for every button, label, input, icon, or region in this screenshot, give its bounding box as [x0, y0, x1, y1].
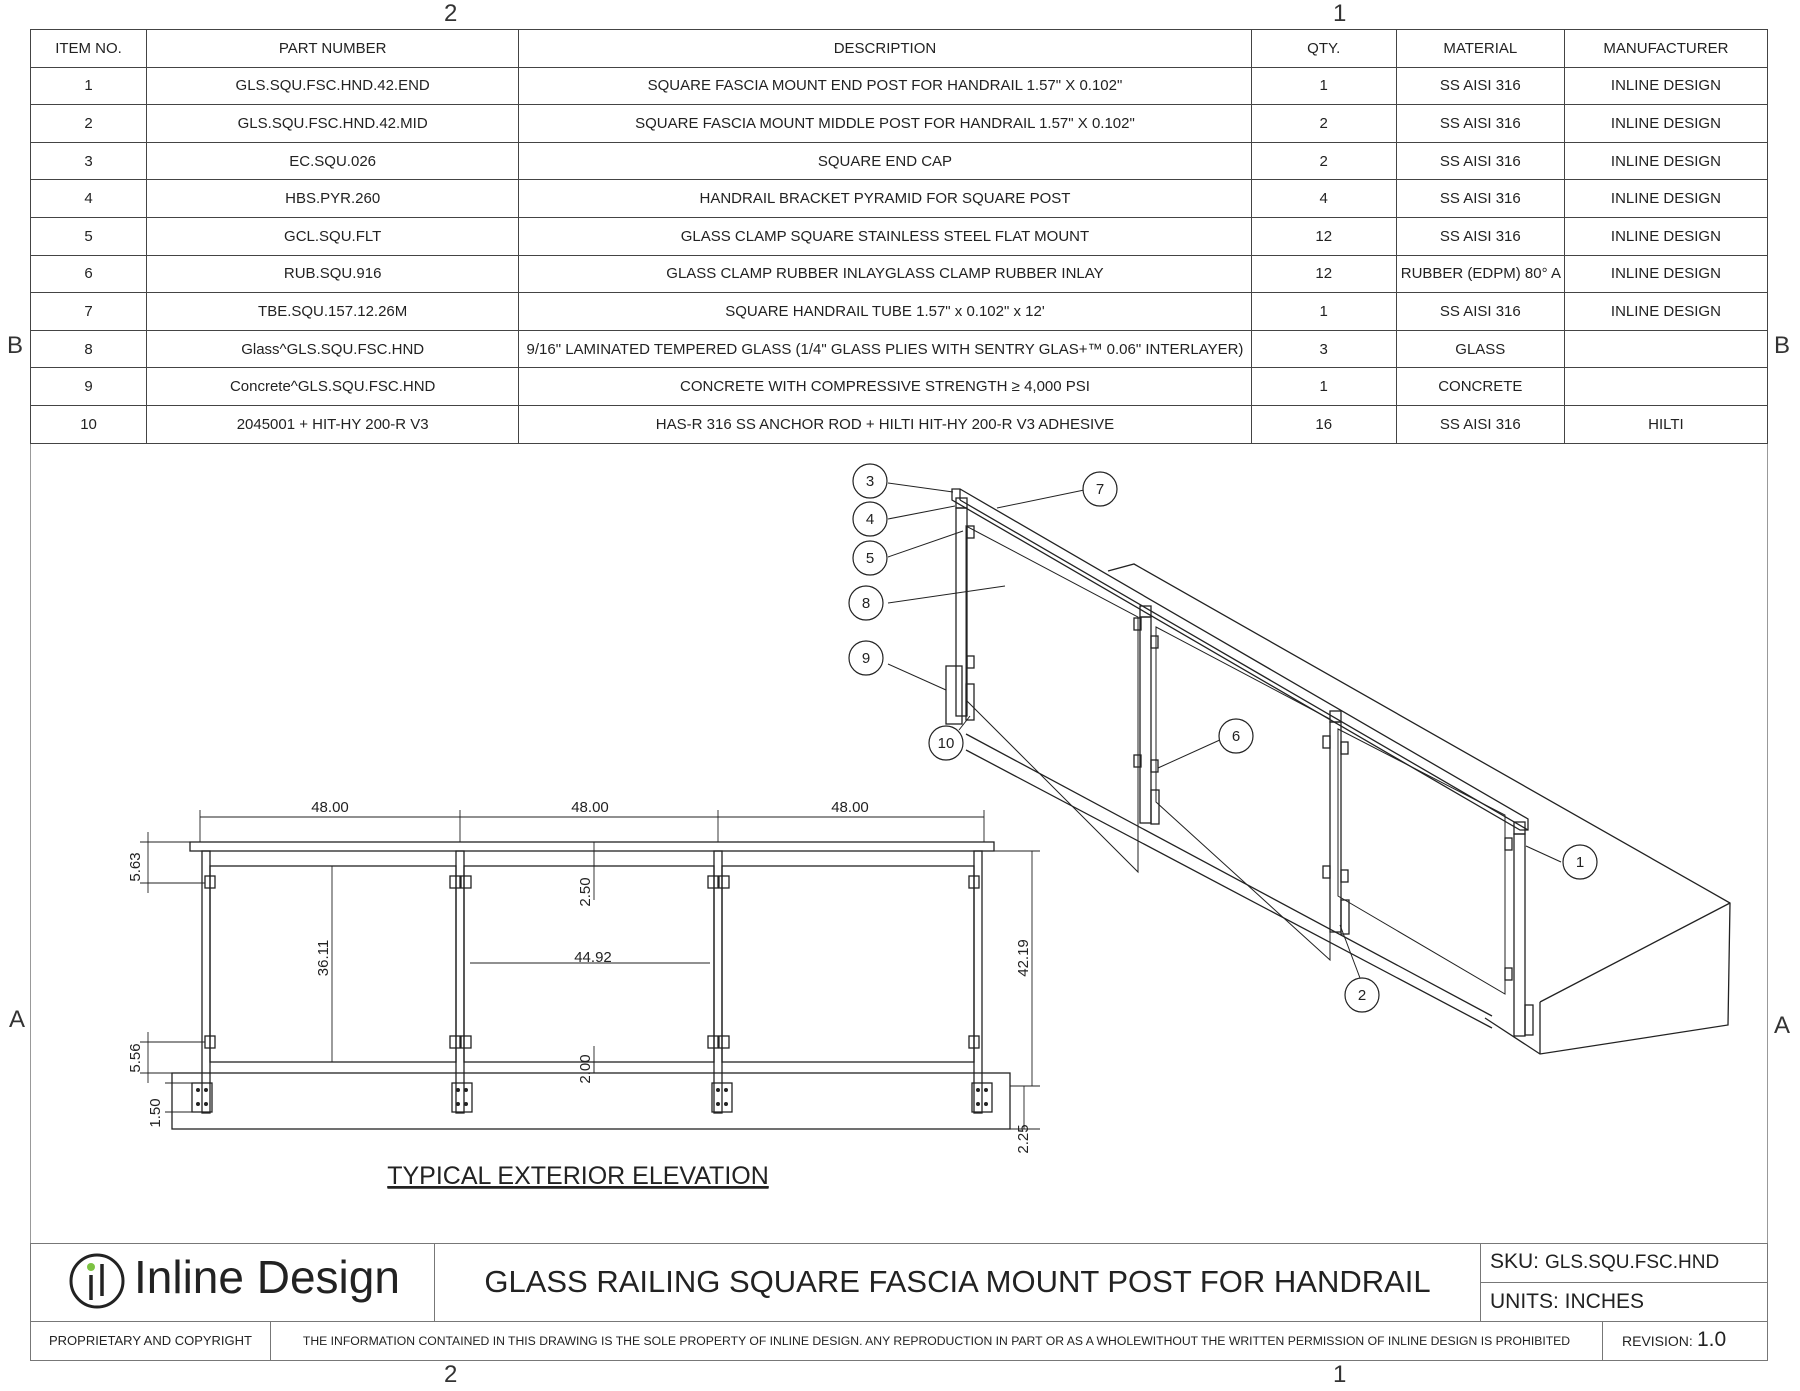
bom-cell-material: SS AISI 316	[1396, 217, 1564, 255]
zone-label-left-a: A	[9, 1006, 26, 1033]
bom-cell-item-no: 7	[31, 293, 147, 331]
bom-cell-part-number: GLS.SQU.FSC.HND.42.MID	[147, 105, 519, 143]
dim-slab-edge: 2.25	[1015, 1124, 1032, 1154]
dim-span-2: 48.00	[571, 799, 609, 816]
bom-cell-qty: 1	[1251, 368, 1396, 406]
zone-label-left-b: B	[7, 332, 24, 359]
inline-design-logo-icon	[66, 1250, 128, 1312]
zone-label-top-2: 2	[444, 0, 458, 27]
dim-anchor: 1.50	[147, 1098, 164, 1128]
balloon-label-5: 5	[865, 550, 875, 567]
dim-bottom-gap: 2.00	[577, 1054, 594, 1084]
bom-cell-item-no: 2	[31, 105, 147, 143]
balloon-label-7: 7	[1095, 481, 1105, 498]
copyright-text: THE INFORMATION CONTAINED IN THIS DRAWING IS THE SOLE PROPERTY OF INLINE DESIGN. ANY REPRODUCTION IN PART OR AS A WHOLEWITHOUT THE WRITTEN PERMISSION OF INLINE DESIGN IS PROHIBITED	[302, 1334, 1571, 1348]
bom-cell-qty: 1	[1251, 293, 1396, 331]
bom-cell-description: GLASS CLAMP RUBBER INLAYGLASS CLAMP RUBBER INLAY	[519, 255, 1251, 293]
bom-cell-part-number: RUB.SQU.916	[147, 255, 519, 293]
zone-label-bottom-1: 1	[1333, 1361, 1347, 1388]
balloon-label-6: 6	[1231, 728, 1241, 745]
bom-header-qty: QTY.	[1251, 30, 1396, 68]
bom-cell-description: 9/16" LAMINATED TEMPERED GLASS (1/4" GLASS PLIES WITH SENTRY GLAS+™ 0.06" INTERLAYER)	[519, 330, 1251, 368]
bom-cell-material: SS AISI 316	[1396, 293, 1564, 331]
bom-cell-manufacturer: INLINE DESIGN	[1564, 142, 1767, 180]
bom-cell-manufacturer: INLINE DESIGN	[1564, 255, 1767, 293]
bom-cell-item-no: 5	[31, 217, 147, 255]
bom-cell-material: SS AISI 316	[1396, 180, 1564, 218]
bom-cell-item-no: 6	[31, 255, 147, 293]
elevation-post-3	[714, 851, 722, 1113]
bom-cell-manufacturer: INLINE DESIGN	[1564, 293, 1767, 331]
elevation-post-4	[974, 851, 982, 1113]
elevation-post-1	[202, 851, 210, 1113]
elevation-title: TYPICAL EXTERIOR ELEVATION	[387, 1162, 769, 1190]
bom-cell-part-number: GLS.SQU.FSC.HND.42.END	[147, 67, 519, 105]
elevation-handrail	[190, 842, 994, 851]
elevation-anchor-plates	[192, 1083, 992, 1112]
dim-total-height: 42.19	[1015, 939, 1032, 977]
bom-header-material: MATERIAL	[1396, 30, 1564, 68]
concrete-block	[946, 666, 962, 724]
bom-cell-material: RUBBER (EDPM) 80° A	[1396, 255, 1564, 293]
dim-span-3: 48.00	[831, 799, 869, 816]
sku-label: SKU:	[1490, 1250, 1540, 1273]
bom-cell-material: SS AISI 316	[1396, 405, 1564, 443]
bom-cell-manufacturer: HILTI	[1564, 405, 1767, 443]
bom-header-description: DESCRIPTION	[519, 30, 1251, 68]
zone-label-right-a: A	[1774, 1012, 1791, 1039]
bom-cell-manufacturer: INLINE DESIGN	[1564, 105, 1767, 143]
bom-cell-description: HANDRAIL BRACKET PYRAMID FOR SQUARE POST	[519, 180, 1251, 218]
bom-cell-qty: 16	[1251, 405, 1396, 443]
bom-cell-qty: 1	[1251, 67, 1396, 105]
anchor-plate	[1151, 790, 1159, 824]
bom-cell-part-number: TBE.SQU.157.12.26M	[147, 293, 519, 331]
bom-cell-description: HAS-R 316 SS ANCHOR ROD + HILTI HIT-HY 200-R V3 ADHESIVE	[519, 405, 1251, 443]
bom-cell-manufacturer: INLINE DESIGN	[1564, 217, 1767, 255]
dim-span-1: 48.00	[311, 799, 349, 816]
dim-bottom-offset: 5.56	[127, 1043, 144, 1073]
bom-cell-item-no: 1	[31, 67, 147, 105]
bom-header-manufacturer: MANUFACTURER	[1564, 30, 1767, 68]
balloon-label-3: 3	[865, 473, 875, 490]
zone-label-right-b: B	[1774, 332, 1791, 359]
bom-cell-description: SQUARE FASCIA MOUNT END POST FOR HANDRAIL 1.57" X 0.102"	[519, 67, 1251, 105]
dim-top-offset: 5.63	[127, 852, 144, 882]
bom-header-item-no: ITEM NO.	[31, 30, 147, 68]
bom-cell-part-number: Glass^GLS.SQU.FSC.HND	[147, 330, 519, 368]
bom-cell-material: SS AISI 316	[1396, 142, 1564, 180]
drawing-title: GLASS RAILING SQUARE FASCIA MOUNT POST FOR HANDRAIL	[484, 1264, 1431, 1299]
bom-cell-qty: 2	[1251, 105, 1396, 143]
elevation-anchor-bolts	[196, 1088, 988, 1106]
bom-cell-item-no: 9	[31, 368, 147, 406]
bom-cell-manufacturer: INLINE DESIGN	[1564, 67, 1767, 105]
bom-cell-item-no: 10	[31, 405, 147, 443]
bom-cell-part-number: Concrete^GLS.SQU.FSC.HND	[147, 368, 519, 406]
bom-header-part-number: PART NUMBER	[147, 30, 519, 68]
balloon-label-9: 9	[861, 650, 871, 667]
dim-top-gap: 2.50	[577, 877, 594, 907]
bom-cell-part-number: GCL.SQU.FLT	[147, 217, 519, 255]
balloon-label-8: 8	[861, 595, 871, 612]
bom-cell-qty: 2	[1251, 142, 1396, 180]
elevation-dimension-text	[127, 799, 1032, 1154]
bom-cell-qty: 4	[1251, 180, 1396, 218]
bom-cell-item-no: 4	[31, 180, 147, 218]
balloon-label-2: 2	[1357, 987, 1367, 1004]
zone-label-bottom-2: 2	[444, 1361, 458, 1388]
balloon-label-1: 1	[1575, 854, 1585, 871]
revision-label: REVISION:	[1622, 1333, 1693, 1349]
revision-value: 1.0	[1697, 1328, 1727, 1351]
glass-panels	[966, 526, 1505, 994]
logo-wordmark: Inline Design	[134, 1251, 400, 1303]
anchor-plate	[1341, 900, 1349, 934]
zone-label-top-1: 1	[1333, 0, 1347, 27]
bom-cell-material: GLASS	[1396, 330, 1564, 368]
anchor-plate	[1525, 1005, 1533, 1035]
bom-cell-part-number: HBS.PYR.260	[147, 180, 519, 218]
bom-cell-item-no: 3	[31, 142, 147, 180]
concrete-stair-slab	[966, 564, 1730, 1054]
isometric-view	[946, 489, 1730, 1054]
elevation-glass-panel-1	[210, 866, 456, 1062]
elevation-glass-panel-3	[722, 866, 974, 1062]
posts	[956, 508, 1525, 1036]
elevation-post-2	[456, 851, 464, 1113]
bom-cell-description: SQUARE FASCIA MOUNT MIDDLE POST FOR HANDRAIL 1.57" X 0.102"	[519, 105, 1251, 143]
bom-cell-manufacturer: INLINE DESIGN	[1564, 180, 1767, 218]
sku-value: GLS.SQU.FSC.HND	[1545, 1252, 1720, 1273]
bom-cell-description: CONCRETE WITH COMPRESSIVE STRENGTH ≥ 4,000 PSI	[519, 368, 1251, 406]
dim-glass-width: 44.92	[574, 949, 612, 966]
bom-cell-part-number: EC.SQU.026	[147, 142, 519, 180]
balloon-label-4: 4	[865, 511, 875, 528]
bom-cell-qty: 12	[1251, 255, 1396, 293]
units-value: UNITS: INCHES	[1490, 1290, 1645, 1313]
bom-cell-material: SS AISI 316	[1396, 105, 1564, 143]
bom-cell-description: SQUARE HANDRAIL TUBE 1.57" x 0.102" x 12'	[519, 293, 1251, 331]
bom-cell-qty: 3	[1251, 330, 1396, 368]
bom-cell-qty: 12	[1251, 217, 1396, 255]
bom-cell-material: CONCRETE	[1396, 368, 1564, 406]
balloon-label-10: 10	[937, 735, 955, 752]
copyright-label: PROPRIETARY AND COPYRIGHT	[49, 1333, 252, 1348]
bom-cell-part-number: 2045001 + HIT-HY 200-R V3	[147, 405, 519, 443]
bom-cell-description: GLASS CLAMP SQUARE STAINLESS STEEL FLAT MOUNT	[519, 217, 1251, 255]
bom-cell-material: SS AISI 316	[1396, 67, 1564, 105]
dim-glass-height: 36.11	[315, 939, 332, 977]
bom-cell-item-no: 8	[31, 330, 147, 368]
handrail-tube	[952, 489, 1528, 830]
bom-cell-description: SQUARE END CAP	[519, 142, 1251, 180]
item-balloons	[849, 464, 1597, 1012]
